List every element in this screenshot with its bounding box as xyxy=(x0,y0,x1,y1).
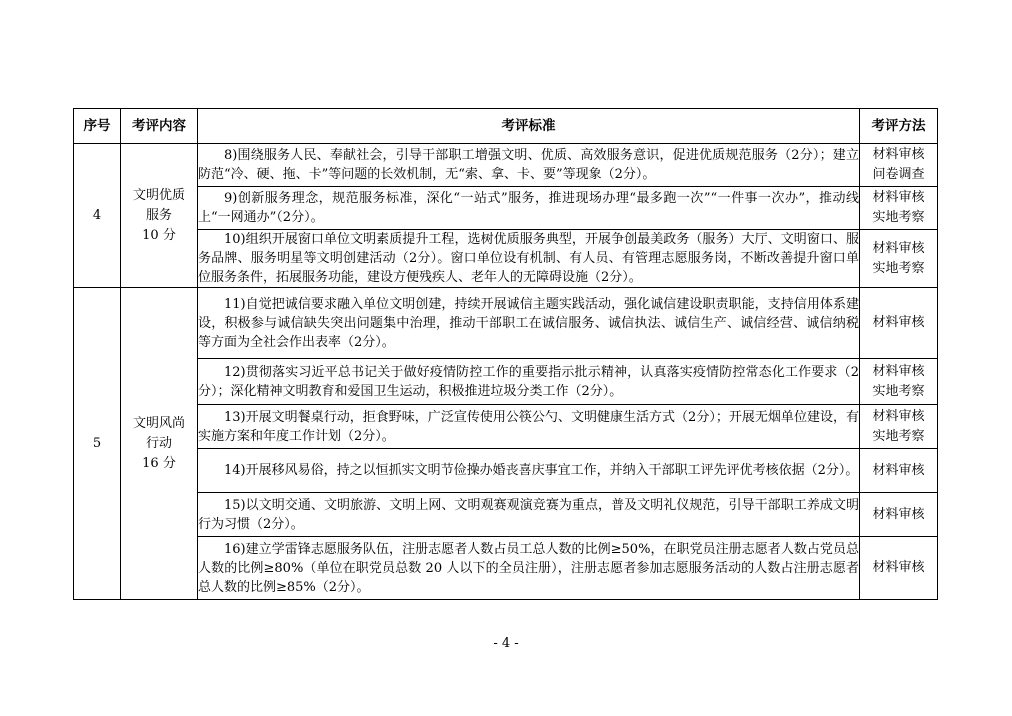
group-index: 4 xyxy=(74,144,121,288)
table-row xyxy=(74,537,938,600)
group-index: 5 xyxy=(74,288,121,600)
method-line: 实地考察 xyxy=(872,383,925,399)
table-row xyxy=(74,449,938,493)
method-line: 实地考察 xyxy=(872,260,925,276)
group-content-line: 10 分 xyxy=(142,227,176,243)
criterion-cell xyxy=(198,187,860,230)
criterion-text: 14)开展移风易俗，持之以恒抓实文明节俭操办婚丧喜庆事宜工作，并纳入干部职工评先评优考核依据（2分）。 xyxy=(224,463,859,478)
header-method: 考评方法 xyxy=(860,109,938,144)
method-cell xyxy=(860,405,938,449)
method-line: 材料审核 xyxy=(872,408,925,424)
page-number: - 4 - xyxy=(493,636,519,651)
method-line: 材料审核 xyxy=(872,363,925,379)
criterion-text: 13)开展文明餐桌行动，拒食野味，广泛宣传使用公筷公勺、文明健康生活方式（2分）；开展无烟单位建设，有实施方案和年度工作计划（2分）。 xyxy=(198,409,859,444)
table-row xyxy=(74,144,938,187)
criterion-text: 15)以文明交通、文明旅游、文明上网、文明观赛观演竞赛为重点，普及文明礼仪规范，引导干部职工养成文明行为习惯（2分）。 xyxy=(198,497,859,532)
header-index: 序号 xyxy=(74,109,121,144)
table-row xyxy=(74,493,938,537)
method-cell xyxy=(860,144,938,187)
table-row xyxy=(74,405,938,449)
criterion-cell xyxy=(198,288,860,359)
criterion-text: 16)建立学雷锋志愿服务队伍，注册志愿者人数占员工总人数的比例≥50%，在职党员注册志愿者人数占党员总人数的比例≥80%（单位在职党员总数 20 人以下的全员注册），注册志愿者参加志愿服务活动的人数占注册志愿者总人数的比例≥85%（2分）。 xyxy=(198,541,859,595)
method-cell xyxy=(860,288,938,359)
criterion-cell xyxy=(198,230,860,288)
method-cell xyxy=(860,359,938,405)
table-row xyxy=(74,288,938,359)
criterion-text: 12)贯彻落实习近平总书记关于做好疫情防控工作的重要指示批示精神，认真落实疫情防控常态化工作要求（2分）；深化精神文明教育和爱国卫生运动，积极推进垃圾分类工作（2分）。 xyxy=(198,364,859,399)
criterion-text: 8)围绕服务人民、奉献社会，引导干部职工增强文明、优质、高效服务意识，促进优质规范服务（2分）；建立防范“冷、硬、拖、卡”等问题的长效机制，无“索、拿、卡、要”等现象（2分）。 xyxy=(198,148,859,182)
group-content-line: 服务 xyxy=(145,207,172,223)
group-content-line: 16 分 xyxy=(142,455,176,471)
table-header-row xyxy=(74,109,938,144)
method-line: 材料审核 xyxy=(872,315,925,330)
criterion-text: 11)自觉把诚信要求融入单位文明创建，持续开展诚信主题实践活动，强化诚信建设职责职能，支持信用体系建设，积极参与诚信缺失突出问题集中治理，推动干部职工在诚信服务、诚信执法、诚信生产、诚信经营、诚信纳税等方面为全社会作出表率（2分）。 xyxy=(198,296,859,350)
method-line: 问卷调查 xyxy=(872,167,925,182)
criterion-cell xyxy=(198,537,860,600)
method-line: 实地考察 xyxy=(872,210,925,225)
group-content xyxy=(121,144,198,288)
group-content-line: 文明优质 xyxy=(132,187,185,203)
header-standard: 考评标准 xyxy=(198,109,860,144)
table-row xyxy=(74,359,938,405)
evaluation-table xyxy=(73,108,938,600)
method-cell xyxy=(860,537,938,600)
table-row xyxy=(74,230,938,288)
criterion-text: 9)创新服务理念，规范服务标准，深化“一站式”服务，推进现场办理“最多跑一次”“一件事一次办”，推动线上“一网通办”（2分）。 xyxy=(198,191,859,225)
method-line: 材料审核 xyxy=(872,462,925,478)
criterion-cell xyxy=(198,405,860,449)
method-line: 材料审核 xyxy=(872,506,925,522)
table-row xyxy=(74,187,938,230)
method-line: 材料审核 xyxy=(872,240,925,256)
criterion-text: 10)组织开展窗口单位文明素质提升工程，选树优质服务典型，开展争创最美政务（服务）大厅、文明窗口、服务品牌、服务明星等文明创建活动（2分）。窗口单位设有机制、有人员、有管理志愿服务岗，不断改善提升窗口单位服务条件，拓展服务功能，建设方便残疾人、老年人的无障碍设施（2分）。 xyxy=(198,232,859,285)
method-cell xyxy=(860,493,938,537)
criterion-cell xyxy=(198,359,860,405)
criterion-cell xyxy=(198,493,860,537)
group-content-line: 行动 xyxy=(145,435,172,451)
group-content-line: 文明风尚 xyxy=(132,415,185,431)
header-content: 考评内容 xyxy=(121,109,198,144)
method-line: 实地考察 xyxy=(872,428,925,444)
table-body xyxy=(74,144,938,600)
method-line: 材料审核 xyxy=(872,560,925,575)
method-cell xyxy=(860,449,938,493)
criterion-cell xyxy=(198,449,860,493)
method-cell xyxy=(860,187,938,230)
method-line: 材料审核 xyxy=(872,190,925,205)
method-cell xyxy=(860,230,938,288)
group-content xyxy=(121,288,198,600)
criterion-cell xyxy=(198,144,860,187)
method-line: 材料审核 xyxy=(872,147,925,162)
